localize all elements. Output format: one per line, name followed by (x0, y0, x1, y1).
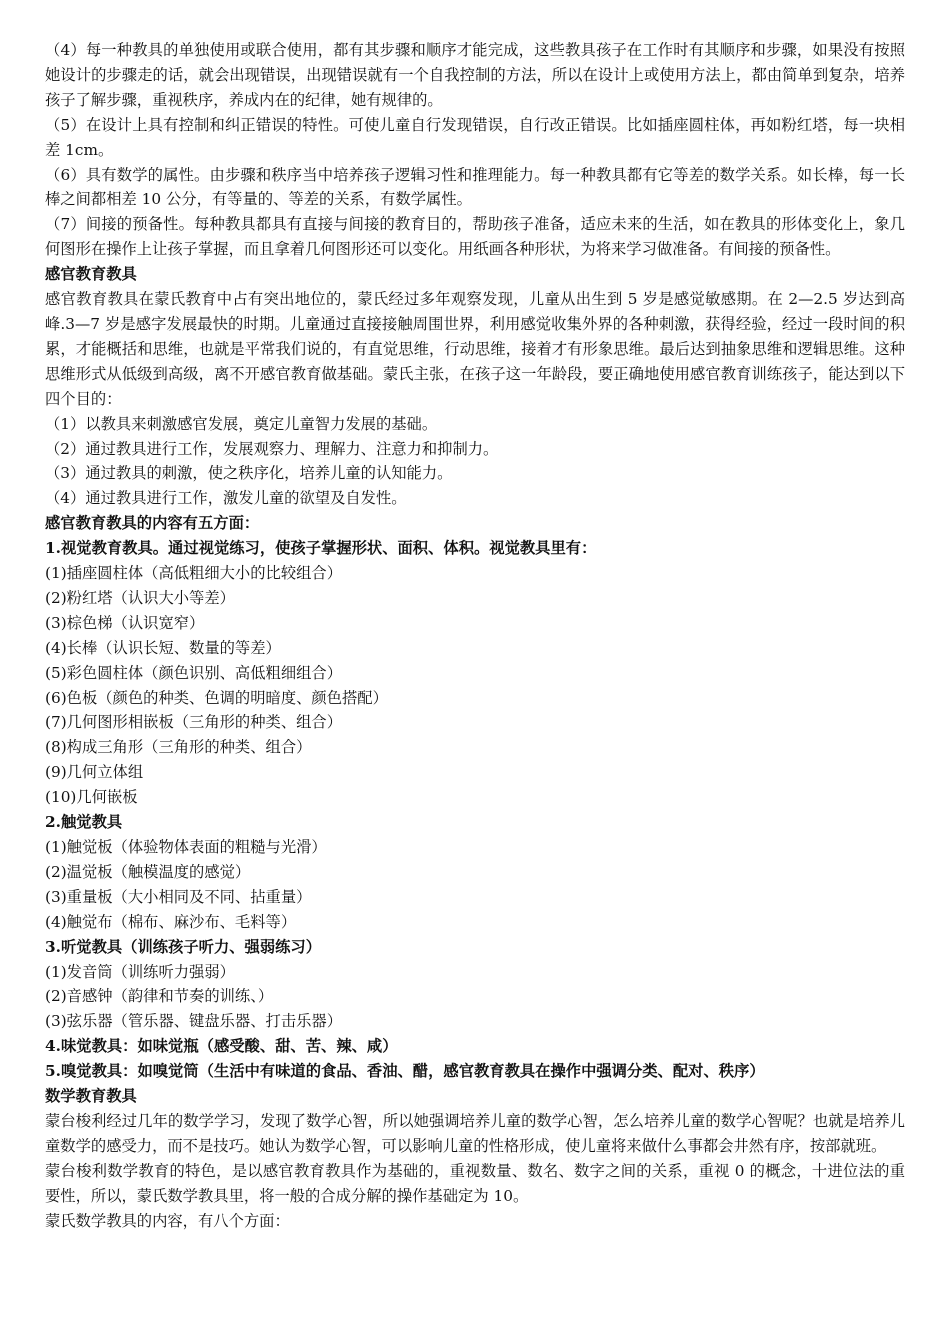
heading-smell-aids: 5.嗅觉教具：如嗅觉筒（生活中有味道的食品、香油、醋，感官教育教具在操作中强调分类、配对、秩序） (45, 1062, 765, 1081)
heading-sensory-five-aspects: 感官教育教具的内容有五方面： (45, 514, 260, 533)
list-item: (3)弦乐器（管乐器、键盘乐器、打击乐器） (45, 1012, 343, 1031)
list-item: (3)重量板（大小相同及不同、拈重量） (45, 887, 312, 906)
list-item: (3)棕色梯（认识宽窄） (45, 613, 205, 632)
paragraph-math-mind: 蒙台梭利经过几年的数学学习，发现了数学心智，所以她强调培养儿童的数学心智，怎么培养儿童的数学心智呢？也就是培养儿童数学的感受力，而不是技巧。她认为数学心智，可以影响儿童的性格形成，使儿童将来做什么事都会井然有序，按部就班。 (45, 1111, 905, 1155)
list-item: (1)插座圆柱体（高低粗细大小的比较组合） (45, 564, 343, 583)
list-item: (4)触觉布（棉布、麻沙布、毛料等） (45, 912, 297, 931)
list-item: (4)长棒（认识长短、数量的等差） (45, 638, 281, 657)
list-item: (9)几何立体组 (45, 763, 144, 782)
list-item: （4）通过教具进行工作，激发儿童的欲望及自发性。 (45, 489, 407, 508)
list-item: (2)音感钟（韵律和节奏的训练、） (45, 987, 274, 1006)
heading-tactile-aids: 2.触觉教具 (45, 813, 123, 832)
list-item: （3）通过教具的刺激，使之秩序化，培养儿童的认知能力。 (45, 464, 453, 483)
list-item: (8)构成三角形（三角形的种类、组合） (45, 738, 312, 757)
list-item: (2)粉红塔（认识大小等差） (45, 588, 235, 607)
heading-math-aids: 数学教育教具 (45, 1087, 137, 1106)
paragraph-math-contents: 蒙氏数学教具的内容，有八个方面： (45, 1211, 290, 1230)
paragraph-math-features: 蒙台梭利数学教育的特色，是以感官教育教具作为基础的，重视数量、数名、数字之间的关系，重视 0 的概念，十进位法的重要性，所以，蒙氏数学教具里，将一般的合成分解的操作基础定为 10。 (45, 1161, 905, 1205)
list-item: (2)温觉板（触模温度的感觉） (45, 862, 251, 881)
paragraph-math-property: （6）具有数学的属性。由步骤和秩序当中培养孩子逻辑习性和推理能力。每一种教具都有它等差的数学关系。如长棒，每一长棒之间都相差 10 公分，有等量的、等差的关系，有数学属性。 (45, 165, 905, 209)
heading-auditory-aids: 3.听觉教具（训练孩子听力、强弱练习） (45, 937, 322, 956)
heading-visual-aids: 1.视觉教育教具。通过视觉练习，使孩子掌握形状、面积、体积。视觉教具里有： (45, 539, 597, 558)
list-item: (1)发音筒（训练听力强弱） (45, 962, 235, 981)
list-item: (6)色板（颜色的种类、色调的明暗度、颜色搭配） (45, 688, 388, 707)
heading-taste-aids: 4.味觉教具：如味觉瓶（感受酸、甜、苦、辣、咸） (45, 1037, 398, 1056)
paragraph-teaching-aid-sequence: （4）每一种教具的单独使用或联合使用，都有其步骤和顺序才能完成，这些教具孩子在工作时有其顺序和步骤，如果没有按照她设计的步骤走的话，就会出现错误，出现错误就有一个自我控制的方法，所以在设计上或使用方法上，都由简单到复杂，培养孩子了解步骤，重视秩序，养成内在的纪律，她有规律的。 (45, 41, 905, 109)
list-item: (1)触觉板（体验物体表面的粗糙与光滑） (45, 838, 327, 856)
paragraph-error-control: （5）在设计上具有控制和纠正错误的特性。可使儿童自行发现错误，自行改正错误。比如插座圆柱体，再如粉红塔，每一块相差 1cm。 (45, 115, 905, 159)
list-item: （1）以教具来刺激感官发展，奠定儿童智力发展的基础。 (45, 414, 438, 433)
list-item: （2）通过教具进行工作，发展观察力、理解力、注意力和抑制力。 (45, 439, 499, 458)
list-item: (10)几何嵌板 (45, 788, 138, 807)
heading-sensory-aids: 感官教育教具 (45, 265, 137, 284)
paragraph-sensory-intro: 感官教育教具在蒙氏教育中占有突出地位的，蒙氏经过多年观察发现，儿童从出生到 5 岁是感觉敏感期。在 2—2.5 岁达到高峰.3—7 岁是感字发展最快的时期。儿童通过直接接触周围世界，利用感觉收集外界的各种刺激，获得经验，经过一段时间的积累，才能概括和思维，也就是平常我们说的，有直觉思维，行动思维，接着才有形象思维。最后达到抽象思维和逻辑思维。这种思维形式从低级到高级，离不开感官教育做基础。蒙氏主张，在孩子这一年龄段，要正确地使用感官教育训练孩子，能达到以下四个目的： (45, 290, 905, 408)
list-item: (7)几何图形相嵌板（三角形的种类、组合） (45, 713, 343, 732)
list-item: (5)彩色圆柱体（颜色识别、高低粗细组合） (45, 663, 343, 682)
paragraph-indirect-preparation: （7）间接的预备性。每种教具都具有直接与间接的教育目的，帮助孩子准备，适应未来的生活，如在教具的形体变化上，象几何图形在操作上让孩子掌握，而且拿着几何图形还可以变化。用纸画各种形状，为将来学习做准备。有间接的预备性。 (45, 215, 905, 259)
